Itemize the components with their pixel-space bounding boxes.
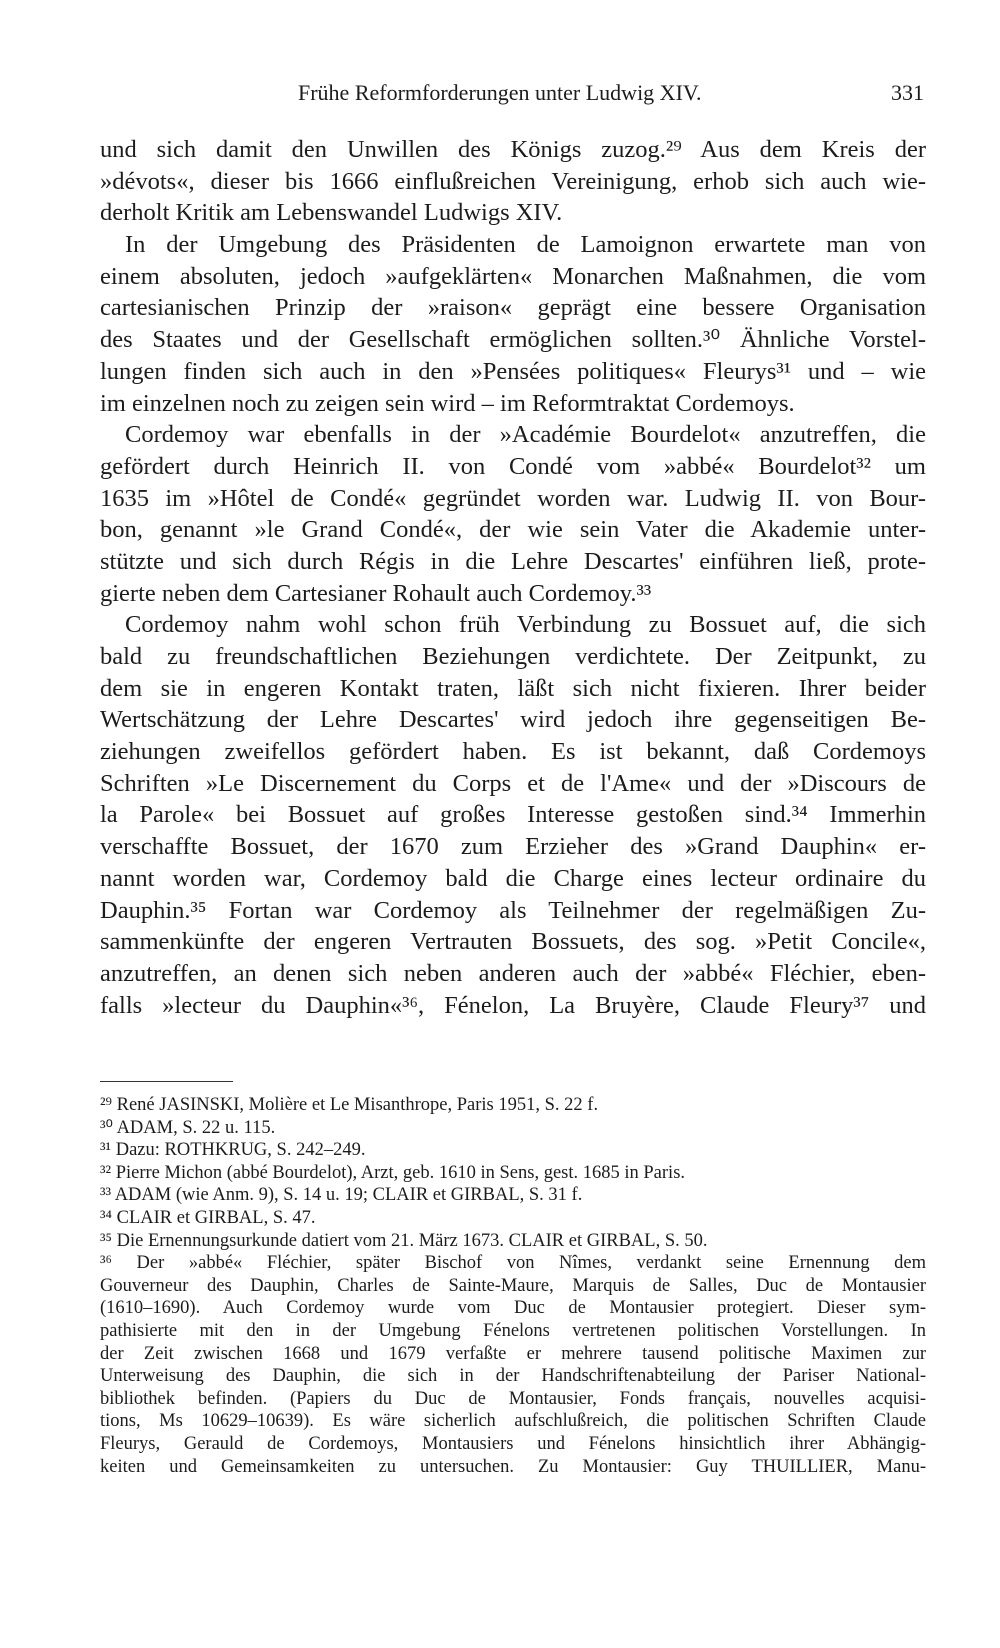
text-line: derholt Kritik am Lebenswandel Ludwigs XIV.	[100, 199, 563, 227]
footnote-line: ³⁶ Der »abbé« Fléchier, später Bischof von Nîmes, verdankt seine Ernennung dem	[100, 1253, 926, 1274]
footnote-line: (1610–1690). Auch Cordemoy wurde vom Duc de Montausier protegiert. Dieser sym-	[100, 1298, 926, 1319]
running-head	[100, 80, 924, 114]
text-line: im einzelnen noch zu zeigen sein wird – im Reformtraktat Cordemoys.	[100, 389, 795, 417]
text-line: ziehungen zweifellos gefördert haben. Es ist bekannt, daß Cordemoys	[100, 738, 926, 766]
page-number: 331	[891, 80, 924, 105]
text-line: cartesianischen Prinzip der »raison« geprägt eine bessere Organisation	[100, 294, 926, 322]
text-line: gierte neben dem Cartesianer Rohault auch Cordemoy.³³	[100, 579, 652, 607]
footnote-separator	[100, 1081, 233, 1082]
footnote-line: bibliothek befinden. (Papiers du Duc de Montausier, Fonds français, nouvelles acquisi-	[100, 1388, 926, 1409]
text-line: bald zu freundschaftlichen Beziehungen verdichtete. Der Zeitpunkt, zu	[100, 643, 926, 670]
text-line: Schriften »Le Discernement du Corps et de l'Ame« und der »Discours de	[100, 769, 926, 797]
text-line: dem sie in engeren Kontakt traten, läßt sich nicht fixieren. Ihrer beider	[100, 674, 926, 702]
footnote-line: Unterweisung des Dauphin, die sich in der Handschriftenabteilung der Pariser National-	[100, 1366, 926, 1387]
footnote-line: der Zeit zwischen 1668 und 1679 verfaßte er mehrere tausend politische Maximen zur	[100, 1343, 926, 1364]
text-line: Cordemoy nahm wohl schon früh Verbindung zu Bossuet auf, die sich	[125, 611, 926, 639]
footnote-line: ³⁵ Die Ernennungsurkunde datiert vom 21. März 1673. CLAIR et GIRBAL, S. 50.	[100, 1230, 708, 1251]
footnote-line: pathisierte mit den in der Umgebung Fénelons vertretenen politischen Vorstellungen. In	[100, 1320, 926, 1341]
running-head-title: Frühe Reformforderungen unter Ludwig XIV.	[298, 80, 702, 105]
footnote-line: ³¹ Dazu: ROTHKRUG, S. 242–249.	[100, 1140, 366, 1161]
text-line: Dauphin.³⁵ Fortan war Cordemoy als Teilnehmer der regelmäßigen Zu-	[100, 896, 926, 924]
text-line: la Parole« bei Bossuet auf großes Interesse gestoßen sind.³⁴ Immerhin	[100, 801, 926, 829]
text-line: 1635 im »Hôtel de Condé« gegründet worden war. Ludwig II. von Bour-	[100, 484, 926, 512]
text-line: nannt worden war, Cordemoy bald die Charge eines lecteur ordinaire du	[100, 864, 926, 892]
footnote-line: ³⁰ ADAM, S. 22 u. 115.	[100, 1117, 276, 1138]
footnote-line: ³⁴ CLAIR et GIRBAL, S. 47.	[100, 1207, 316, 1228]
text-line: des Staates und der Gesellschaft ermöglichen sollten.³⁰ Ähnliche Vorstel-	[100, 326, 926, 354]
text-line: bon, genannt »le Grand Condé«, der wie sein Vater die Akademie unter-	[100, 516, 926, 544]
text-line: gefördert durch Heinrich II. von Condé vom »abbé« Bourdelot³² um	[100, 452, 926, 480]
text-line: sammenkünfte der engeren Vertrauten Bossuets, des sog. »Petit Concile«,	[100, 928, 926, 956]
text-line: und sich damit den Unwillen des Königs zuzog.²⁹ Aus dem Kreis der	[100, 136, 926, 163]
text-line: Wertschätzung der Lehre Descartes' wird jedoch ihre gegenseitigen Be-	[100, 706, 926, 734]
text-line: lungen finden sich auch in den »Pensées politiques« Fleurys³¹ und – wie	[100, 357, 926, 385]
text-line: falls »lecteur du Dauphin«³⁶, Fénelon, La Bruyère, Claude Fleury³⁷ und	[100, 991, 926, 1019]
text-line: In der Umgebung des Präsidenten de Lamoignon erwartete man von	[125, 231, 926, 259]
footnote-line: ²⁹ René JASINSKI, Molière et Le Misanthrope, Paris 1951, S. 22 f.	[100, 1095, 599, 1115]
text-line: Cordemoy war ebenfalls in der »Académie Bourdelot« anzutreffen, die	[125, 421, 926, 449]
footnote-line: ³³ ADAM (wie Anm. 9), S. 14 u. 19; CLAIR et GIRBAL, S. 31 f.	[100, 1185, 583, 1206]
footnote-line: ³² Pierre Michon (abbé Bourdelot), Arzt, geb. 1610 in Sens, gest. 1685 in Paris.	[100, 1162, 686, 1183]
footnote-line: Fleurys, Gerauld de Cordemoys, Montausiers und Fénelons hinsichtlich ihrer Abhängig-	[100, 1433, 926, 1454]
text-line: verschaffte Bossuet, der 1670 zum Erzieher des »Grand Dauphin« er-	[100, 833, 926, 861]
text-line: stützte und sich durch Régis in die Lehre Descartes' einführen ließ, prote-	[100, 547, 926, 575]
footnotes	[100, 1094, 926, 1478]
text-line: anzutreffen, an denen sich neben anderen auch der »abbé« Fléchier, eben-	[100, 959, 926, 987]
text-line: »dévots«, dieser bis 1666 einflußreichen Vereinigung, erhob sich auch wie-	[100, 167, 926, 195]
text-line: einem absoluten, jedoch »aufgeklärten« Monarchen Maßnahmen, die vom	[100, 262, 926, 290]
footnote-line: tions, Ms 10629–10639). Es wäre sicherlich aufschlußreich, die politischen Schriften Claude	[100, 1411, 926, 1432]
footnote-line: keiten und Gemeinsamkeiten zu untersuchen. Zu Montausier: Guy THUILLIER, Manu-	[100, 1456, 926, 1477]
main-text	[100, 134, 926, 1021]
footnote-line: Gouverneur des Dauphin, Charles de Sainte-Maure, Marquis de Salles, Duc de Montausier	[100, 1275, 926, 1296]
